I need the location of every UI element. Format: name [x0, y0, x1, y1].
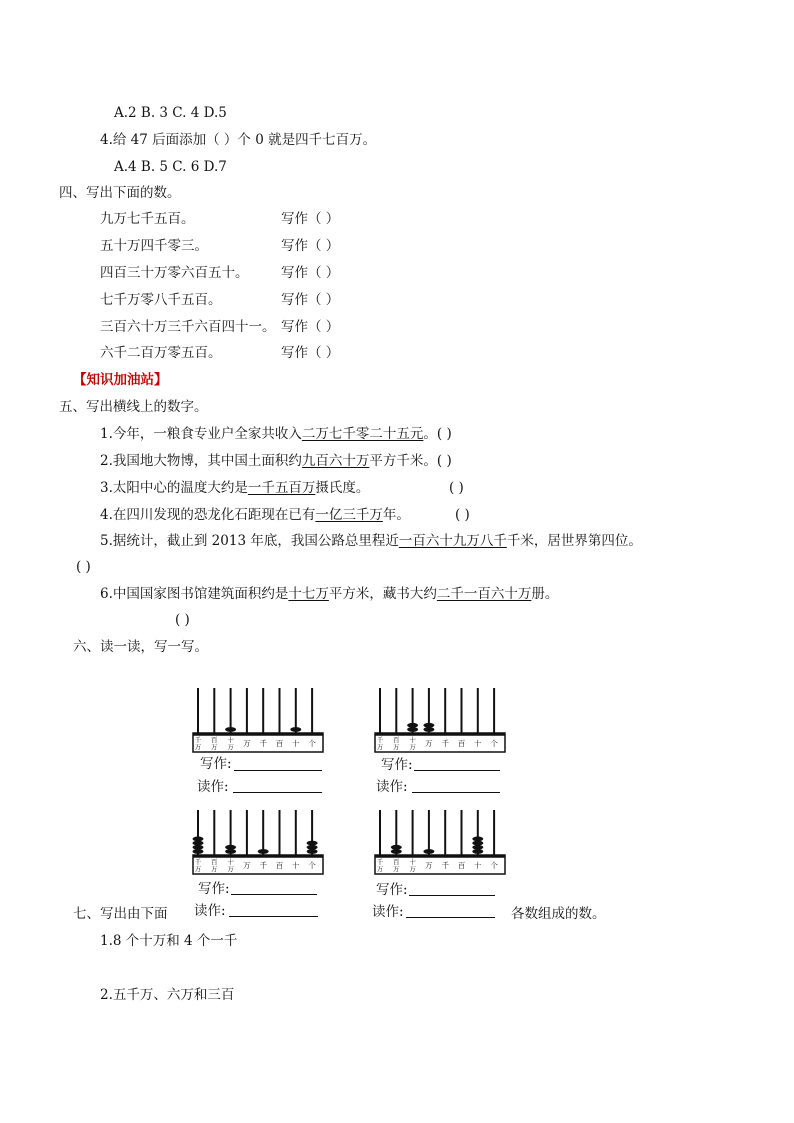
sec5-item-1: 1.今年，一粮食专业户全家共收入二万七千零二十五元。( ): [100, 426, 452, 442]
abacus-place-label: 十: [409, 858, 416, 866]
abacus-place-label: 千: [376, 736, 384, 744]
abacus-bead: [472, 841, 483, 846]
abacus-bead: [307, 845, 318, 850]
abacus-place-label: 十: [227, 736, 234, 744]
q3-options: A.2 B. 3 C. 4 D.5: [114, 105, 227, 121]
abacus-drawing: [374, 686, 506, 754]
q4-options: A.4 B. 5 C. 6 D.7: [114, 159, 227, 175]
abacus-read-label: 读作:: [197, 779, 229, 795]
abacus-place-label: 十: [474, 739, 482, 748]
abacus-place-label: 百: [275, 739, 284, 748]
abacus-bead: [193, 849, 204, 854]
abacus-place-label: 千: [194, 858, 202, 866]
abacus-drawing: [192, 808, 324, 876]
abacus-read-blank[interactable]: [412, 792, 500, 793]
abacus-write-blank[interactable]: [231, 894, 317, 895]
section4-title: 四、写出下面的数。: [59, 185, 181, 201]
abacus-read-blank[interactable]: [406, 917, 495, 918]
abacus-place-label: 个: [490, 739, 498, 748]
sec5-item-5-answer[interactable]: ( ): [76, 559, 91, 575]
abacus-place-label: 百: [275, 861, 284, 870]
abacus-write-blank[interactable]: [409, 895, 495, 896]
abacus-bead: [391, 845, 402, 850]
abacus-bead: [423, 723, 434, 728]
sec4-item-text: 六千二百万零五百。: [100, 345, 222, 361]
abacus-place-label: 千: [194, 736, 202, 744]
abacus-place-label: 万: [227, 865, 234, 873]
abacus-place-label: 千: [441, 739, 449, 748]
abacus-bead: [258, 849, 269, 854]
abacus-place-label: 万: [393, 865, 400, 873]
sec4-item-write[interactable]: 写作（ ）: [281, 265, 340, 281]
sec4-item-write[interactable]: 写作（ ）: [281, 211, 340, 227]
sec5-item-2: 2.我国地大物博，其中国土面积约九百六十万平方千米。( ): [100, 453, 452, 469]
sec5-item-3: 3.太阳中心的温度大约是一千五百万摄氏度。: [100, 480, 370, 496]
abacus-bead: [225, 727, 236, 732]
abacus-place-label: 十: [474, 861, 482, 870]
abacus-bead: [423, 849, 434, 854]
abacus-bead: [407, 727, 418, 732]
q4-question: 4.给 47 后面添加（ ）个 0 就是四千七百万。: [100, 132, 377, 148]
abacus-place-label: 万: [376, 865, 384, 873]
abacus-place-label: 万: [194, 865, 202, 873]
sec4-item-text: 九万七千五百。: [100, 211, 195, 227]
abacus-place-label: 百: [211, 858, 218, 866]
abacus-bead: [472, 837, 483, 842]
abacus-place-label: 万: [409, 743, 416, 751]
section6-title: 六、读一读，写一写。: [73, 639, 208, 655]
abacus-place-label: 万: [376, 743, 384, 751]
sec5-item-6: 6.中国国家图书馆建筑面积约是十七万平方米，藏书大约二千一百六十万册。: [100, 586, 559, 602]
abacus-bead: [225, 849, 236, 854]
sec4-item-write[interactable]: 写作（ ）: [281, 345, 340, 361]
abacus-write-label: 写作:: [198, 881, 230, 897]
sec5-item-4-answer[interactable]: ( ): [455, 507, 470, 523]
abacus-bead: [472, 845, 483, 850]
sec4-item-text: 五十万四千零三。: [100, 238, 208, 254]
abacus-place-label: 十: [227, 858, 234, 866]
abacus-read-label: 读作:: [194, 903, 226, 919]
abacus-place-label: 十: [409, 736, 416, 744]
abacus-place-label: 万: [243, 739, 251, 748]
abacus-place-label: 个: [308, 739, 316, 748]
abacus-place-label: 万: [194, 743, 202, 751]
abacus-place-label: 百: [393, 858, 400, 866]
sec4-item-write[interactable]: 写作（ ）: [281, 319, 340, 335]
abacus-bead: [193, 841, 204, 846]
abacus-write-blank[interactable]: [234, 770, 322, 771]
abacus-drawing: [374, 808, 506, 876]
abacus-place-label: 百: [211, 736, 218, 744]
abacus-place-label: 十: [292, 861, 300, 870]
abacus-bead: [193, 845, 204, 850]
section7-title: 七、写出由下面: [73, 906, 168, 922]
sec5-item-6-answer[interactable]: ( ): [175, 612, 190, 628]
abacus-bead: [225, 845, 236, 850]
abacus-place-label: 个: [490, 861, 498, 870]
abacus-read-blank[interactable]: [233, 792, 322, 793]
abacus-drawing: [192, 686, 324, 754]
abacus-place-label: 万: [211, 865, 218, 873]
abacus-place-label: 万: [243, 861, 251, 870]
abacus-bead: [423, 727, 434, 732]
sec4-item-text: 三百六十万三千六百四十一。: [100, 319, 276, 335]
abacus-bead: [472, 849, 483, 854]
abacus-read-label: 读作:: [372, 904, 404, 920]
sec5-item-3-answer[interactable]: ( ): [449, 480, 464, 496]
sec4-item-write[interactable]: 写作（ ）: [281, 292, 340, 308]
abacus-write-label: 写作:: [200, 756, 232, 772]
abacus-write-label: 写作:: [381, 757, 413, 773]
abacus-place-label: 百: [457, 739, 466, 748]
abacus-place-label: 万: [425, 861, 433, 870]
abacus-read-blank[interactable]: [229, 916, 318, 917]
abacus-place-label: 千: [259, 861, 267, 870]
sec5-item-5: 5.据统计，截止到 2013 年底，我国公路总里程近一百六十九万八千千米，居世界第四位。: [100, 533, 642, 549]
sec7-item: 1.8 个十万和 4 个一千: [100, 933, 238, 949]
abacus-bead: [193, 837, 204, 842]
abacus-place-label: 千: [376, 858, 384, 866]
abacus: [192, 808, 324, 876]
abacus-bead: [407, 723, 418, 728]
abacus-place-label: 万: [425, 739, 433, 748]
abacus: [192, 686, 324, 754]
section5-title: 五、写出横线上的数字。: [59, 399, 208, 415]
sec4-item-write[interactable]: 写作（ ）: [281, 238, 340, 254]
abacus-write-label: 写作:: [376, 882, 408, 898]
abacus-bead: [307, 841, 318, 846]
knowledge-station-label: 【知识加油站】: [73, 372, 168, 388]
abacus-bead: [307, 849, 318, 854]
abacus-place-label: 十: [292, 739, 300, 748]
sec5-item-4: 4.在四川发现的恐龙化石距现在已有一亿三千万年。: [100, 507, 410, 523]
abacus-place-label: 百: [393, 736, 400, 744]
abacus-place-label: 万: [409, 865, 416, 873]
abacus-place-label: 万: [227, 743, 234, 751]
abacus-place-label: 百: [457, 861, 466, 870]
section7-title-tail: 各数组成的数。: [511, 906, 606, 922]
sec4-item-text: 七千万零八千五百。: [100, 292, 222, 308]
abacus: [374, 808, 506, 876]
abacus-bead: [290, 727, 301, 732]
abacus-place-label: 万: [393, 743, 400, 751]
abacus-place-label: 个: [308, 861, 316, 870]
abacus-place-label: 千: [441, 861, 449, 870]
abacus-read-label: 读作:: [376, 779, 408, 795]
abacus-place-label: 千: [259, 739, 267, 748]
abacus: [374, 686, 506, 754]
abacus-write-blank[interactable]: [414, 770, 500, 771]
sec4-item-text: 四百三十万零六百五十。: [100, 265, 249, 281]
abacus-place-label: 万: [211, 743, 218, 751]
abacus-bead: [391, 849, 402, 854]
sec7-item: 2.五千万、六万和三百: [100, 987, 235, 1003]
